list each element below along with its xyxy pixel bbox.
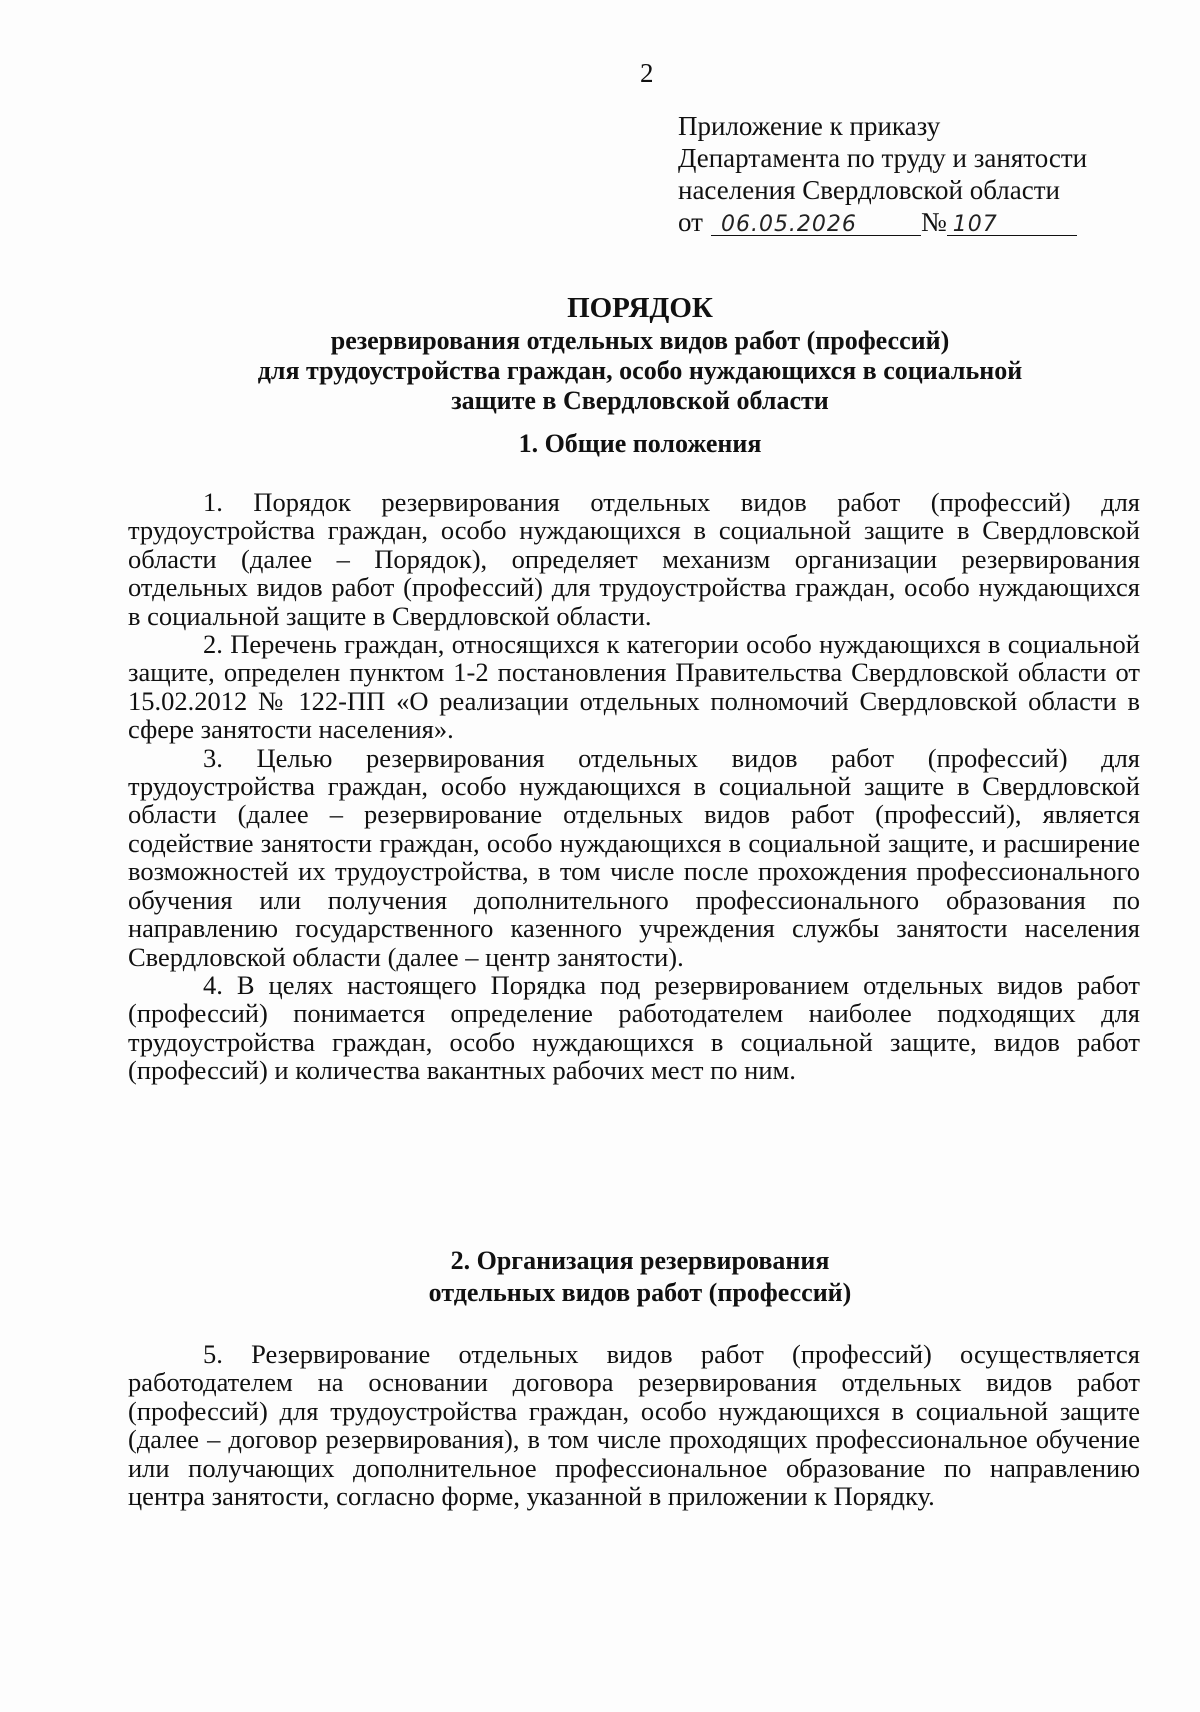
order-number-field xyxy=(947,206,1077,236)
appendix-line: населения Свердловской области xyxy=(678,175,1060,205)
paragraph-2: 2. Перечень граждан, относящихся к категории особо нуждающихся в социальной защите, определен пунктом 1-2 постановления Правительства Свердловской области от 15.02.2012 № 122-ПП «О реализации отдельных полномочий Свердловской области в сфере занятости населения». xyxy=(128,629,1140,745)
paragraph-1: 1. Порядок резервирования отдельных видов работ (профессий) для трудоустройства граждан, особо нуждающихся в социальной защите в Свердловской области (далее – Порядок), определяет механизм организации резервирования отдельных видов работ (профессий) для трудоустройства граждан, особо нуждающихся в социальной защите в Свердловской области. xyxy=(128,487,1140,631)
number-label: № xyxy=(920,207,947,237)
handwritten-number: 107 xyxy=(952,212,998,237)
document-subtitle-line: резервирования отдельных видов работ (профессий) xyxy=(330,326,950,355)
section-1-heading: 1. Общие положения xyxy=(518,429,762,458)
paragraph-4: 4. В целях настоящего Порядка под резервированием отдельных видов работ (профессий) понимается определение работодателем наиболее подходящих для трудоустройства граждан, особо нуждающихся в социальной защите, видов работ (профессий) и количества вакантных рабочих мест по ним. xyxy=(128,969,1140,1086)
handwritten-date: 06.05.2026 xyxy=(720,212,857,237)
from-label: от xyxy=(678,207,703,237)
appendix-line: Приложение к приказу xyxy=(678,111,941,141)
order-date-field xyxy=(711,206,921,236)
document-subtitle-line: для трудоустройства граждан, особо нуждающихся в социальной xyxy=(257,356,1023,385)
document-subtitle-line: защите в Свердловской области xyxy=(451,386,829,415)
document-title: ПОРЯДОК xyxy=(567,292,713,324)
page-number: 2 xyxy=(640,58,654,88)
appendix-block xyxy=(678,110,1138,238)
paragraph-3: 3. Целью резервирования отдельных видов работ (профессий) для трудоустройства граждан, особо нуждающихся в социальной защите в Свердловской области (далее – резервирование отдельных видов работ (профессий), является содействие занятости граждан, особо нуждающихся в социальной защите, и расширение возможностей их трудоустройства, в том числе после прохождения профессионального обучения или получения дополнительного профессионального образования по направлению государственного казенного учреждения службы занятости населения Свердловской области (далее – центр занятости). xyxy=(128,742,1140,972)
section-2-body xyxy=(128,1340,1140,1510)
section-2-heading-line: 2. Организация резервирования xyxy=(450,1246,830,1275)
paragraph-5: 5. Резервирование отдельных видов работ (профессий) осуществляется работодателем на основании договора резервирования отдельных видов работ (профессий) для трудоустройства граждан, особо нуждающихся в социальной защите (далее – договор резервирования), в том числе проходящих профессиональное обучение или получающих дополнительное профессиональное образование по направлению центра занятости, согласно форме, указанной в приложении к Порядку. xyxy=(128,1339,1140,1512)
document-title-block xyxy=(150,290,1130,416)
section-1-body xyxy=(128,488,1140,1085)
order-date-number-line xyxy=(678,206,1138,238)
appendix-line: Департамента по труду и занятости xyxy=(678,143,1088,173)
section-2-heading xyxy=(150,1245,1130,1309)
section-2-heading-line: отдельных видов работ (профессий) xyxy=(428,1278,852,1307)
